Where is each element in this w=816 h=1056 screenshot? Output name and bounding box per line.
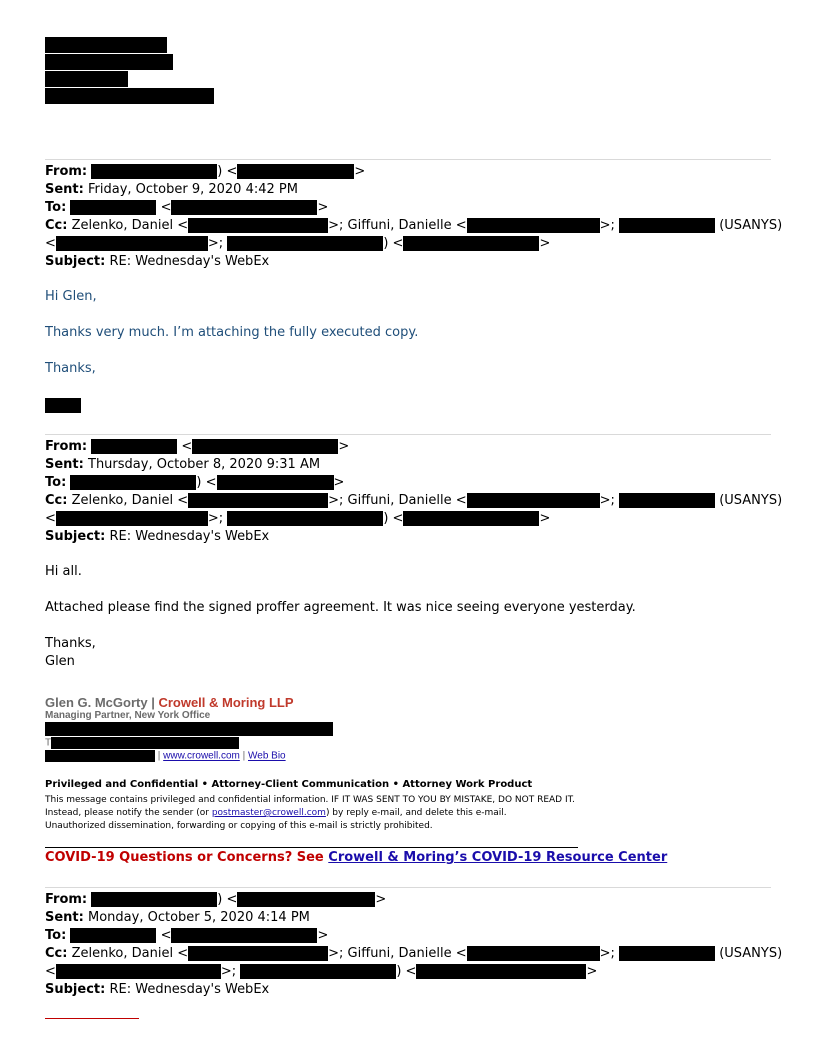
email-header-from [45,163,365,181]
cc-suffix: (USANYS) [719,946,783,961]
redaction-block [45,37,167,53]
header-divider [45,434,771,435]
email-closing: Thanks, [45,636,96,651]
punct: < [177,946,189,961]
punct: > [317,200,329,215]
to-label: To: [45,475,67,490]
email-header-from [45,891,386,909]
punct: < [45,964,56,979]
cc-name: Giffuni, Danielle [347,218,452,233]
subject-label: Subject: [45,254,106,269]
redaction-block [227,236,383,251]
sent-value: Thursday, October 8, 2020 9:31 AM [88,457,321,472]
redaction-block [237,164,354,179]
cc-name: Zelenko, Daniel [71,946,174,961]
email-header-subject [45,528,269,546]
email-header-from [45,438,349,456]
link-separator: | [239,750,248,762]
email-header-to [45,474,344,492]
signature-phone-line [45,737,239,750]
redaction-block [237,892,375,907]
postmaster-link[interactable]: postmaster@crowell.com [211,808,326,818]
punct: < [160,200,172,215]
redaction-block [70,928,156,943]
punct: < [45,236,56,251]
email-body: Thanks very much. I’m attaching the fully executed copy. [45,325,419,340]
punct: >; [599,218,615,233]
red-divider [45,1018,139,1019]
subject-label: Subject: [45,529,106,544]
phone-prefix: T [45,737,52,749]
link-separator: | [155,750,164,762]
punct: ) < [383,236,404,251]
email-header-subject [45,981,269,999]
header-divider [45,887,771,888]
web-bio-link[interactable]: Web Bio [248,750,286,762]
redaction-block [192,439,338,454]
redaction-block [227,511,383,526]
punct: < [177,218,189,233]
email-header-cc [45,945,782,963]
subject-value: RE: Wednesday's WebEx [109,982,270,997]
from-label: From: [45,439,88,454]
redaction-block [171,200,317,215]
redaction-block [240,964,396,979]
signature-firm: Crowell & Moring LLP [158,695,294,710]
redaction-block [619,946,715,961]
redaction-block [619,493,715,508]
punct: > [586,964,598,979]
redaction-block [70,475,196,490]
email-header-cc-cont [45,235,550,253]
punct: < [177,493,189,508]
punct: < [455,946,467,961]
redaction-block [70,200,156,215]
email-header-to [45,199,328,217]
redaction-block [188,493,328,508]
redaction-block [91,164,217,179]
redaction-block [91,439,177,454]
punct: ) < [217,892,238,907]
email-header-cc-cont [45,510,550,528]
redaction-block [45,722,333,736]
punct: > [317,928,329,943]
cc-suffix: (USANYS) [719,218,783,233]
redaction-block [619,218,715,233]
from-label: From: [45,164,88,179]
subject-value: RE: Wednesday's WebEx [109,529,270,544]
redaction-block [188,946,328,961]
punct: >; [207,236,224,251]
redaction-block [56,236,208,251]
punct: < [181,439,193,454]
cc-name: Giffuni, Danielle [347,493,452,508]
covid-resource-link[interactable]: Crowell & Moring’s COVID-19 Resource Center [328,850,668,865]
disclaimer-line: This message contains privileged and confidential information. IF IT WAS SENT TO YOU BY MISTAKE, DO NOT READ IT. [45,795,575,805]
punct: < [45,511,56,526]
disclaimer-line [45,807,507,820]
punct: > [539,511,551,526]
redaction-block [403,236,539,251]
redaction-block [45,71,128,87]
email-header-subject [45,253,269,271]
disclaimer-title: Privileged and Confidential • Attorney-Client Communication • Attorney Work Product [45,779,533,790]
cc-label: Cc: [45,218,68,233]
signature-name: Glen G. McGorty [45,695,148,710]
redaction-block [45,398,81,413]
punct: >; [328,493,344,508]
redaction-block [45,750,155,762]
redaction-block [188,218,328,233]
redaction-block [56,964,221,979]
sent-label: Sent: [45,182,84,197]
email-greeting: Hi all. [45,564,82,579]
redaction-block [56,511,208,526]
covid-notice [45,850,667,865]
punct: > [338,439,350,454]
to-label: To: [45,928,67,943]
subject-label: Subject: [45,982,106,997]
cc-label: Cc: [45,493,68,508]
signature-separator: | [147,695,159,710]
redaction-block [403,511,539,526]
redaction-block [467,218,600,233]
from-label: From: [45,892,88,907]
disclaimer-text: Instead, please notify the sender (or [45,808,212,818]
to-label: To: [45,200,67,215]
punct: < [160,928,172,943]
sent-label: Sent: [45,910,84,925]
disclaimer-text: ) by reply e-mail, and delete this e-mail. [325,808,507,818]
punct: >; [599,946,615,961]
cc-name: Zelenko, Daniel [71,218,174,233]
subject-value: RE: Wednesday's WebEx [109,254,270,269]
signature-title: Managing Partner, New York Office [45,710,211,721]
punct: > [539,236,551,251]
email-header-cc-cont [45,963,597,981]
email-signoff: Glen [45,654,75,669]
covid-divider [45,847,578,848]
signature-name-line [45,692,294,711]
email-header-cc [45,217,782,235]
redaction-block [416,964,586,979]
punct: < [455,493,467,508]
email-greeting: Hi Glen, [45,289,97,304]
redaction-block [91,892,217,907]
covid-text: COVID-19 Questions or Concerns? See [45,850,329,865]
redaction-block [45,54,173,70]
punct: > [333,475,345,490]
cc-suffix: (USANYS) [719,493,783,508]
punct: >; [328,218,344,233]
header-divider [45,159,771,160]
punct: > [375,892,387,907]
email-header-sent [45,181,298,199]
disclaimer-line: Unauthorized dissemination, forwarding or copying of this e-mail is strictly prohibited. [45,821,433,831]
redaction-block [171,928,317,943]
email-header-sent [45,909,310,927]
cc-name: Zelenko, Daniel [71,493,174,508]
sent-value: Monday, October 5, 2020 4:14 PM [88,910,310,925]
cc-label: Cc: [45,946,68,961]
email-closing: Thanks, [45,361,96,376]
redaction-block [51,737,239,749]
punct: ) < [196,475,217,490]
punct: ) < [383,511,404,526]
punct: < [455,218,467,233]
punct: >; [599,493,615,508]
punct: ) < [217,164,238,179]
punct: >; [207,511,224,526]
email-header-cc [45,492,782,510]
redaction-block [45,88,214,104]
punct: ) < [396,964,417,979]
sent-label: Sent: [45,457,84,472]
email-header-sent [45,456,320,474]
redaction-block [467,493,600,508]
email-body: Attached please find the signed proffer agreement. It was nice seeing everyone yesterday. [45,600,636,615]
sent-value: Friday, October 9, 2020 4:42 PM [88,182,298,197]
punct: >; [328,946,344,961]
punct: >; [220,964,237,979]
website-link[interactable]: www.crowell.com [163,750,240,762]
signature-links-line [45,750,286,762]
punct: > [354,164,366,179]
redaction-block [467,946,600,961]
cc-name: Giffuni, Danielle [347,946,452,961]
redaction-block [217,475,334,490]
email-header-to [45,927,328,945]
